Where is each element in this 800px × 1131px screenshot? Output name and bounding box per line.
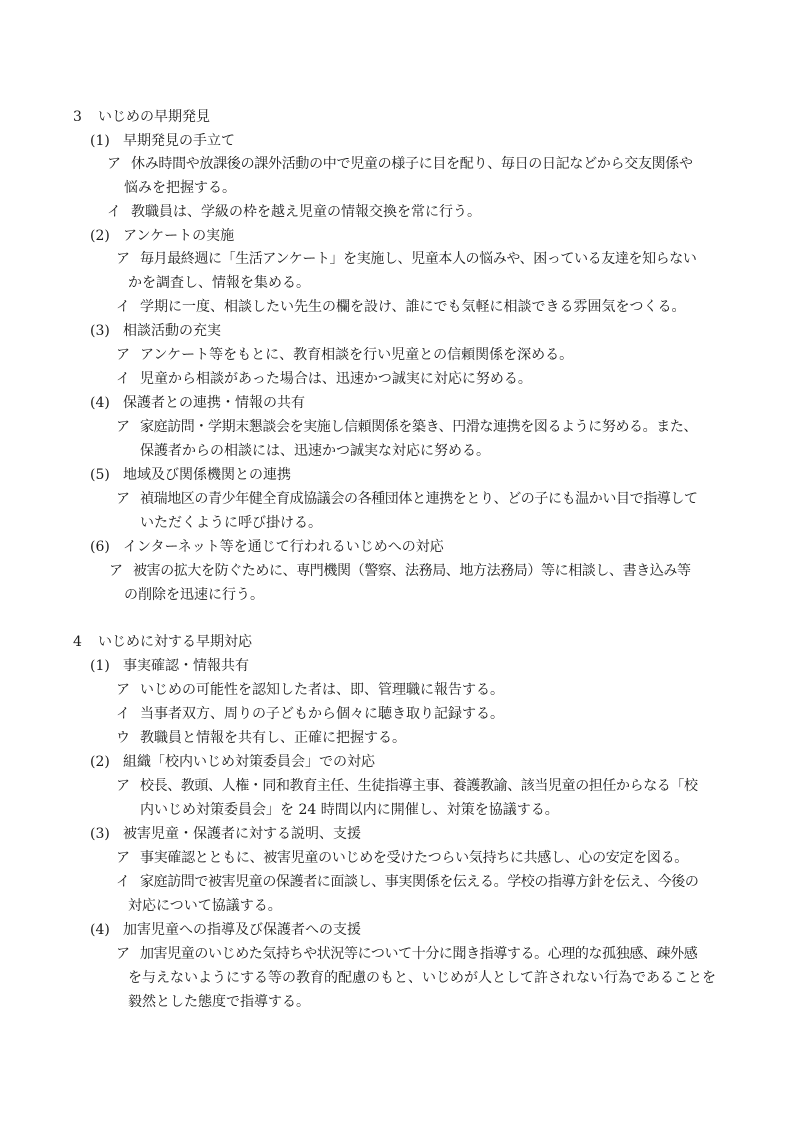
subsection-number: (1) — [90, 133, 110, 149]
item-marker: ア — [109, 563, 123, 579]
subsection-title: 事実確認・情報共有 — [123, 658, 249, 674]
list-item — [116, 944, 697, 964]
item-text-continued: 悩みを把握する。 — [124, 180, 236, 196]
item-text: 禎瑞地区の青少年健全育成協議会の各種団体と連携をとり、どの子にも温かい目で指導して — [140, 491, 698, 507]
item-text: アンケート等をもとに、教育相談を行い児童との信頼関係を深める。 — [140, 347, 574, 363]
subsection-heading — [90, 131, 235, 151]
subsection-title: 地域及び関係機関との連携 — [123, 467, 291, 483]
item-marker: ア — [116, 491, 130, 507]
item-text: 児童から相談があった場合は、迅速かつ誠実に対応に努める。 — [140, 371, 532, 387]
subsection-heading — [90, 656, 249, 676]
list-item — [109, 561, 691, 581]
list-item — [116, 297, 685, 317]
section-number: 4 — [73, 634, 82, 650]
subsection-heading — [90, 321, 221, 341]
item-text: 教職員と情報を共有し、正確に把握する。 — [140, 730, 406, 746]
item-marker: ア — [107, 156, 121, 172]
item-text: いじめの可能性を認知した者は、即、管理職に報告する。 — [140, 682, 504, 698]
item-text-continued: 保護者からの相談には、迅速かつ誠実な対応に努める。 — [140, 443, 490, 459]
item-text: 校長、教頭、人権・同和教育主任、生徒指導主事、養護教諭、該当児童の担任からなる「校 — [140, 778, 698, 794]
subsection-title: 保護者との連携・情報の共有 — [123, 395, 305, 411]
item-marker: イ — [116, 874, 130, 890]
subsection-title: アンケートの実施 — [123, 228, 235, 244]
subsection-heading — [90, 393, 305, 413]
section-title: いじめの早期発見 — [98, 109, 210, 125]
subsection-heading — [90, 752, 375, 772]
item-marker: ア — [116, 419, 130, 435]
item-text-continued: 対応について協議する。 — [128, 898, 282, 914]
item-text: 加害児童のいじめた気持ちや状況等について十分に聞き指導する。心理的な孤独感、疎外感 — [140, 946, 698, 962]
subsection-number: (3) — [90, 826, 110, 842]
list-item — [116, 680, 504, 700]
subsection-title: 被害児童・保護者に対する説明、支援 — [123, 826, 361, 842]
subsection-number: (4) — [90, 922, 110, 938]
item-marker: ア — [116, 946, 130, 962]
item-text: 休み時間や放課後の課外活動の中で児童の様子に目を配り、毎日の日記などから交友関係や — [131, 156, 693, 172]
list-item — [116, 345, 573, 365]
item-marker: ア — [116, 778, 130, 794]
section-number: 3 — [73, 109, 82, 125]
subsection-title: インターネット等を通じて行われるいじめへの対応 — [123, 539, 444, 555]
item-marker: イ — [116, 299, 130, 315]
list-item — [107, 154, 693, 174]
item-text: 当事者双方、周りの子どもから個々に聴き取り記録する。 — [140, 706, 504, 722]
subsection-number: (6) — [90, 539, 110, 555]
item-text: 事実確認とともに、被害児童のいじめを受けたつらい気持ちに共感し、心の安定を図る。 — [140, 850, 688, 866]
list-item — [116, 417, 697, 437]
section-heading — [73, 107, 210, 127]
item-text: 家庭訪問・学期末懇談会を実施し信頼関係を築き、円滑な連携を図るように努める。また、 — [140, 419, 698, 435]
subsection-heading — [90, 465, 291, 485]
item-text-continued: を与えないようにする等の教育的配慮のもと、いじめが人として許されない行為であることを — [128, 970, 716, 986]
item-text-continued: かを調査し、情報を集める。 — [128, 275, 310, 291]
item-text-continued: 毅然とした態度で指導する。 — [128, 994, 310, 1010]
subsection-heading — [90, 920, 361, 940]
item-text-continued: いただくように呼び掛ける。 — [140, 515, 322, 531]
subsection-title: 早期発見の手立て — [123, 133, 235, 149]
section-title: いじめに対する早期対応 — [98, 634, 252, 650]
item-marker: イ — [116, 706, 130, 722]
subsection-number: (1) — [90, 658, 110, 674]
subsection-title: 相談活動の充実 — [123, 323, 221, 339]
item-text-continued: 内いじめ対策委員会」を 24 時間以内に開催し、対策を協議する。 — [140, 802, 559, 818]
item-marker: ア — [116, 251, 130, 267]
list-item — [116, 848, 688, 868]
list-item — [116, 728, 406, 748]
subsection-title: 加害児童への指導及び保護者への支援 — [123, 922, 361, 938]
item-text-continued: の削除を迅速に行う。 — [124, 587, 264, 603]
item-marker: ア — [116, 850, 130, 866]
subsection-heading — [90, 226, 234, 246]
list-item — [116, 704, 504, 724]
section-heading — [73, 632, 252, 652]
item-text: 毎月最終週に「生活アンケート」を実施し、児童本人の悩みや、困っている友達を知らない — [140, 251, 697, 267]
item-marker: イ — [116, 371, 130, 387]
item-marker: イ — [107, 204, 121, 220]
subsection-number: (5) — [90, 467, 110, 483]
list-item — [107, 202, 481, 222]
item-marker: ウ — [116, 730, 130, 746]
subsection-number: (2) — [90, 228, 110, 244]
item-text: 家庭訪問で被害児童の保護者に面談し、事実関係を伝える。学校の指導方針を伝え、今後の — [140, 874, 699, 890]
list-item — [116, 249, 696, 269]
subsection-number: (2) — [90, 754, 110, 770]
item-text: 被害の拡大を防ぐために、専門機関（警察、法務局、地方法務局）等に相談し、書き込み等 — [133, 563, 691, 579]
subsection-number: (3) — [90, 323, 110, 339]
list-item — [116, 776, 698, 796]
item-marker: ア — [116, 347, 130, 363]
subsection-heading — [90, 537, 444, 557]
list-item — [116, 489, 698, 509]
item-text: 学期に一度、相談したい先生の欄を設け、誰にでも気軽に相談できる雰囲気をつくる。 — [140, 299, 686, 315]
list-item — [116, 369, 532, 389]
subsection-heading — [90, 824, 361, 844]
item-text: 教職員は、学級の枠を越え児童の情報交換を常に行う。 — [131, 204, 481, 220]
subsection-number: (4) — [90, 395, 110, 411]
list-item — [116, 872, 698, 892]
item-marker: ア — [116, 682, 130, 698]
subsection-title: 組織「校内いじめ対策委員会」での対応 — [123, 754, 375, 770]
